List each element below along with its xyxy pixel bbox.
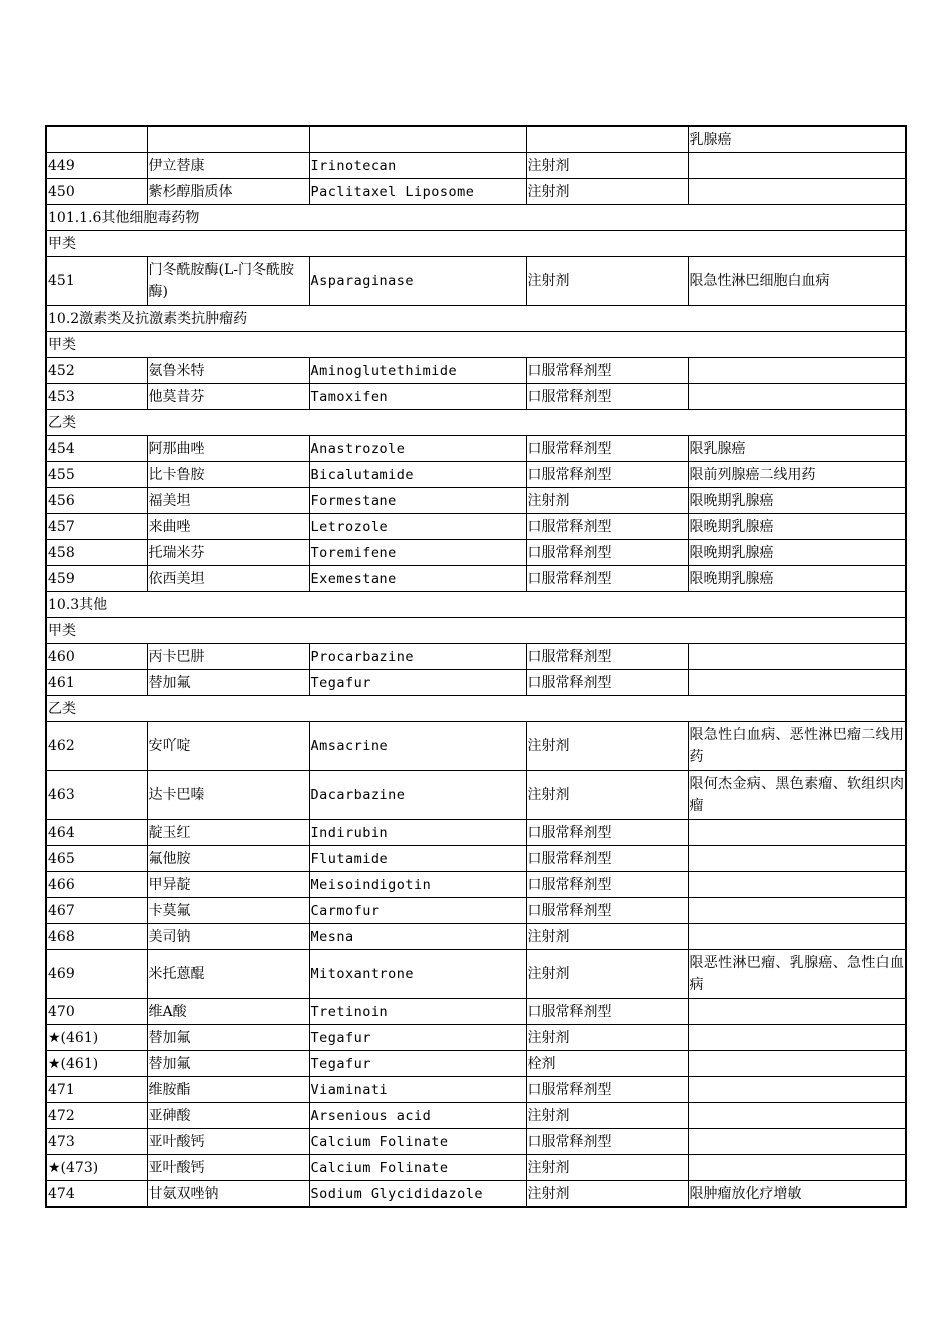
remark-cell: 限晚期乳腺癌 <box>688 540 906 566</box>
drug-number-cell: 455 <box>46 462 147 488</box>
section-header-row <box>46 332 906 358</box>
english-name-cell: Sodium Glycididazole <box>309 1181 526 1208</box>
drug-number-cell: 467 <box>46 898 147 924</box>
table-row <box>46 820 906 846</box>
drug-number-cell: 472 <box>46 1103 147 1129</box>
drug-number-cell: 459 <box>46 566 147 592</box>
table-row <box>46 153 906 179</box>
remark-cell <box>688 358 906 384</box>
drug-number-cell: 460 <box>46 644 147 670</box>
drug-number-cell <box>46 126 147 153</box>
dosage-form-cell: 口服常释剂型 <box>526 462 688 488</box>
remark-cell: 限晚期乳腺癌 <box>688 566 906 592</box>
english-name-cell: Letrozole <box>309 514 526 540</box>
section-header-row <box>46 592 906 618</box>
dosage-form-cell: 注射剂 <box>526 179 688 205</box>
english-name-cell: Carmofur <box>309 898 526 924</box>
drug-number-cell: 449 <box>46 153 147 179</box>
dosage-form-cell: 口服常释剂型 <box>526 670 688 696</box>
chinese-name-cell: 比卡鲁胺 <box>147 462 309 488</box>
dosage-form-cell: 栓剂 <box>526 1051 688 1077</box>
english-name-cell: Aminoglutethimide <box>309 358 526 384</box>
drug-number-cell: 474 <box>46 1181 147 1208</box>
chinese-name-cell: 替加氟 <box>147 670 309 696</box>
table-row <box>46 1077 906 1103</box>
drug-number-cell: 471 <box>46 1077 147 1103</box>
remark-cell <box>688 1103 906 1129</box>
table-row <box>46 1025 906 1051</box>
drug-number-cell: 461 <box>46 670 147 696</box>
drug-number-cell: 468 <box>46 924 147 950</box>
dosage-form-cell: 注射剂 <box>526 924 688 950</box>
drug-number-cell: 473 <box>46 1129 147 1155</box>
table-row <box>46 950 906 999</box>
chinese-name-cell: 门冬酰胺酶(L-门冬酰胺酶) <box>147 257 309 306</box>
english-name-cell: Tretinoin <box>309 999 526 1025</box>
dosage-form-cell: 口服常释剂型 <box>526 846 688 872</box>
english-name-cell: Paclitaxel Liposome <box>309 179 526 205</box>
section-header-row <box>46 410 906 436</box>
dosage-form-cell: 口服常释剂型 <box>526 898 688 924</box>
table-row <box>46 436 906 462</box>
english-name-cell: Indirubin <box>309 820 526 846</box>
table-row <box>46 179 906 205</box>
chinese-name-cell: 依西美坦 <box>147 566 309 592</box>
chinese-name-cell: 他莫昔芬 <box>147 384 309 410</box>
remark-cell: 限急性白血病、恶性淋巴瘤二线用药 <box>688 722 906 771</box>
english-name-cell: Arsenious acid <box>309 1103 526 1129</box>
table-row <box>46 488 906 514</box>
remark-cell: 限晚期乳腺癌 <box>688 488 906 514</box>
chinese-name-cell: 替加氟 <box>147 1051 309 1077</box>
english-name-cell: Asparaginase <box>309 257 526 306</box>
remark-cell <box>688 846 906 872</box>
table-row <box>46 126 906 153</box>
section-header: 甲类 <box>46 231 906 257</box>
remark-cell <box>688 820 906 846</box>
chinese-name-cell: 维A酸 <box>147 999 309 1025</box>
drug-number-cell: 463 <box>46 771 147 820</box>
chinese-name-cell: 甲异靛 <box>147 872 309 898</box>
remark-cell <box>688 1155 906 1181</box>
table-row <box>46 1155 906 1181</box>
dosage-form-cell: 口服常释剂型 <box>526 644 688 670</box>
chinese-name-cell: 阿那曲唑 <box>147 436 309 462</box>
section-header: 10.3其他 <box>46 592 906 618</box>
english-name-cell: Bicalutamide <box>309 462 526 488</box>
table-row <box>46 1129 906 1155</box>
dosage-form-cell: 口服常释剂型 <box>526 872 688 898</box>
english-name-cell: Tegafur <box>309 670 526 696</box>
table-row <box>46 999 906 1025</box>
english-name-cell: Formestane <box>309 488 526 514</box>
table-row <box>46 358 906 384</box>
chinese-name-cell: 亚砷酸 <box>147 1103 309 1129</box>
dosage-form-cell: 注射剂 <box>526 488 688 514</box>
table-row <box>46 924 906 950</box>
english-name-cell: Dacarbazine <box>309 771 526 820</box>
drug-number-cell: 464 <box>46 820 147 846</box>
dosage-form-cell: 口服常释剂型 <box>526 1077 688 1103</box>
drug-number-cell: ★(461) <box>46 1025 147 1051</box>
remark-cell: 限何杰金病、黑色素瘤、软组织肉瘤 <box>688 771 906 820</box>
chinese-name-cell: 丙卡巴肼 <box>147 644 309 670</box>
dosage-form-cell: 注射剂 <box>526 257 688 306</box>
drug-number-cell: 458 <box>46 540 147 566</box>
section-header-row <box>46 696 906 722</box>
dosage-form-cell: 注射剂 <box>526 1025 688 1051</box>
dosage-form-cell: 口服常释剂型 <box>526 999 688 1025</box>
table-row <box>46 257 906 306</box>
drug-number-cell: 456 <box>46 488 147 514</box>
section-header-row <box>46 205 906 231</box>
dosage-form-cell: 口服常释剂型 <box>526 540 688 566</box>
remark-cell: 限恶性淋巴瘤、乳腺癌、急性白血病 <box>688 950 906 999</box>
english-name-cell: Amsacrine <box>309 722 526 771</box>
english-name-cell: Viaminati <box>309 1077 526 1103</box>
english-name-cell: Mitoxantrone <box>309 950 526 999</box>
english-name-cell: Mesna <box>309 924 526 950</box>
chinese-name-cell: 亚叶酸钙 <box>147 1129 309 1155</box>
table-row <box>46 846 906 872</box>
english-name-cell: Toremifene <box>309 540 526 566</box>
chinese-name-cell: 维胺酯 <box>147 1077 309 1103</box>
drug-number-cell: 466 <box>46 872 147 898</box>
drug-number-cell: ★(461) <box>46 1051 147 1077</box>
dosage-form-cell: 口服常释剂型 <box>526 514 688 540</box>
section-header: 乙类 <box>46 410 906 436</box>
table-row <box>46 566 906 592</box>
remark-cell <box>688 924 906 950</box>
drug-number-cell: 465 <box>46 846 147 872</box>
table-row <box>46 1181 906 1208</box>
english-name-cell <box>309 126 526 153</box>
table-row <box>46 644 906 670</box>
dosage-form-cell: 注射剂 <box>526 722 688 771</box>
drug-number-cell: 453 <box>46 384 147 410</box>
chinese-name-cell: 靛玉红 <box>147 820 309 846</box>
table-row <box>46 722 906 771</box>
remark-cell: 限前列腺癌二线用药 <box>688 462 906 488</box>
english-name-cell: Flutamide <box>309 846 526 872</box>
table-row <box>46 771 906 820</box>
dosage-form-cell: 口服常释剂型 <box>526 358 688 384</box>
table-row <box>46 1051 906 1077</box>
remark-cell <box>688 179 906 205</box>
remark-cell <box>688 999 906 1025</box>
english-name-cell: Tamoxifen <box>309 384 526 410</box>
remark-cell <box>688 898 906 924</box>
drug-number-cell: 470 <box>46 999 147 1025</box>
table-row <box>46 898 906 924</box>
dosage-form-cell: 注射剂 <box>526 771 688 820</box>
dosage-form-cell: 注射剂 <box>526 1155 688 1181</box>
dosage-form-cell: 注射剂 <box>526 950 688 999</box>
remark-cell <box>688 670 906 696</box>
chinese-name-cell: 氟他胺 <box>147 846 309 872</box>
chinese-name-cell: 氨鲁米特 <box>147 358 309 384</box>
table-row <box>46 670 906 696</box>
table-row <box>46 1103 906 1129</box>
section-header: 甲类 <box>46 332 906 358</box>
dosage-form-cell: 口服常释剂型 <box>526 820 688 846</box>
table-row <box>46 462 906 488</box>
remark-cell <box>688 644 906 670</box>
dosage-form-cell: 口服常释剂型 <box>526 1129 688 1155</box>
english-name-cell: Anastrozole <box>309 436 526 462</box>
remark-cell <box>688 1025 906 1051</box>
english-name-cell: Tegafur <box>309 1025 526 1051</box>
drug-catalog-body <box>46 126 906 1207</box>
english-name-cell: Procarbazine <box>309 644 526 670</box>
remark-cell: 限晚期乳腺癌 <box>688 514 906 540</box>
remark-cell <box>688 1129 906 1155</box>
section-header-row <box>46 231 906 257</box>
table-row <box>46 872 906 898</box>
remark-cell: 限急性淋巴细胞白血病 <box>688 257 906 306</box>
english-name-cell: Irinotecan <box>309 153 526 179</box>
drug-catalog-table <box>45 125 907 1208</box>
english-name-cell: Meisoindigotin <box>309 872 526 898</box>
remark-cell <box>688 1077 906 1103</box>
drug-number-cell: 451 <box>46 257 147 306</box>
chinese-name-cell: 米托蒽醌 <box>147 950 309 999</box>
remark-cell <box>688 384 906 410</box>
chinese-name-cell: 卡莫氟 <box>147 898 309 924</box>
remark-cell <box>688 1051 906 1077</box>
dosage-form-cell: 注射剂 <box>526 1103 688 1129</box>
chinese-name-cell: 福美坦 <box>147 488 309 514</box>
table-row <box>46 540 906 566</box>
remark-cell: 限乳腺癌 <box>688 436 906 462</box>
dosage-form-cell: 口服常释剂型 <box>526 436 688 462</box>
chinese-name-cell: 紫杉醇脂质体 <box>147 179 309 205</box>
dosage-form-cell <box>526 126 688 153</box>
english-name-cell: Tegafur <box>309 1051 526 1077</box>
chinese-name-cell <box>147 126 309 153</box>
section-header-row <box>46 618 906 644</box>
section-header: 乙类 <box>46 696 906 722</box>
chinese-name-cell: 伊立替康 <box>147 153 309 179</box>
drug-number-cell: 452 <box>46 358 147 384</box>
dosage-form-cell: 口服常释剂型 <box>526 384 688 410</box>
dosage-form-cell: 口服常释剂型 <box>526 566 688 592</box>
chinese-name-cell: 来曲唑 <box>147 514 309 540</box>
chinese-name-cell: 亚叶酸钙 <box>147 1155 309 1181</box>
chinese-name-cell: 托瑞米芬 <box>147 540 309 566</box>
section-header: 101.1.6其他细胞毒药物 <box>46 205 906 231</box>
drug-number-cell: 462 <box>46 722 147 771</box>
table-row <box>46 514 906 540</box>
drug-number-cell: 457 <box>46 514 147 540</box>
english-name-cell: Exemestane <box>309 566 526 592</box>
chinese-name-cell: 美司钠 <box>147 924 309 950</box>
english-name-cell: Calcium Folinate <box>309 1155 526 1181</box>
chinese-name-cell: 替加氟 <box>147 1025 309 1051</box>
remark-cell: 乳腺癌 <box>688 126 906 153</box>
section-header: 10.2激素类及抗激素类抗肿瘤药 <box>46 306 906 332</box>
remark-cell <box>688 153 906 179</box>
drug-number-cell: 469 <box>46 950 147 999</box>
dosage-form-cell: 注射剂 <box>526 153 688 179</box>
remark-cell <box>688 872 906 898</box>
dosage-form-cell: 注射剂 <box>526 1181 688 1208</box>
section-header: 甲类 <box>46 618 906 644</box>
drug-number-cell: 454 <box>46 436 147 462</box>
remark-cell: 限肿瘤放化疗增敏 <box>688 1181 906 1208</box>
drug-number-cell: 450 <box>46 179 147 205</box>
table-row <box>46 384 906 410</box>
chinese-name-cell: 安吖啶 <box>147 722 309 771</box>
english-name-cell: Calcium Folinate <box>309 1129 526 1155</box>
chinese-name-cell: 达卡巴嗪 <box>147 771 309 820</box>
chinese-name-cell: 甘氨双唑钠 <box>147 1181 309 1208</box>
section-header-row <box>46 306 906 332</box>
drug-number-cell: ★(473) <box>46 1155 147 1181</box>
